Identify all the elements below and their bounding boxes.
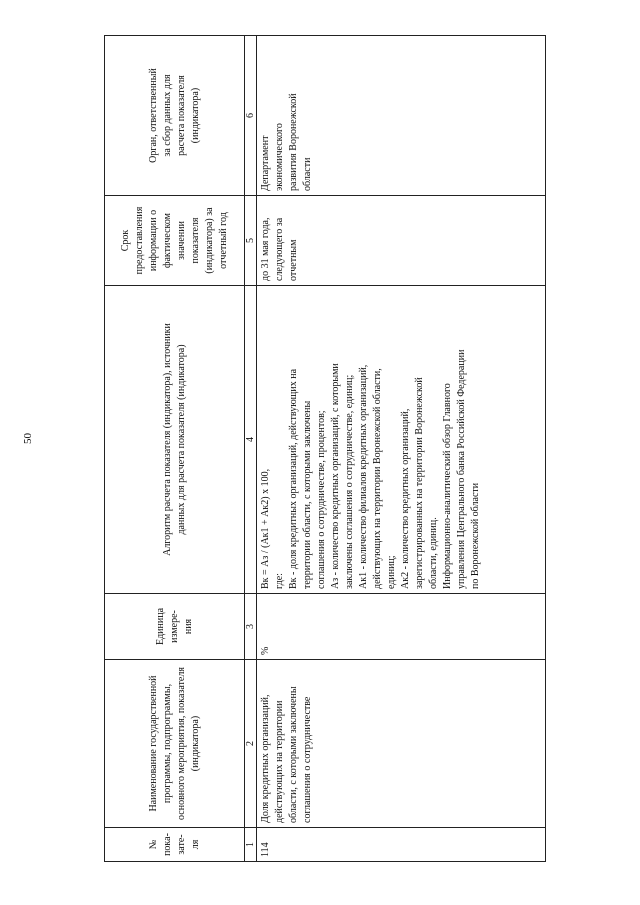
header-deadline: Срок предоставления информации о фактическом значении показателя (индикатора) за отчетный год [105,196,245,286]
column-number: 5 [245,196,257,286]
indicator-unit: % [257,594,546,660]
page-number: 50 [22,433,34,444]
column-number: 3 [245,594,257,660]
header-algorithm: Алгоритм расчета показателя (индикатора), источники данных для расчета показателя (индикатора) [105,286,245,594]
header-row [105,36,245,862]
header-unit: Единица измере- ния [105,594,245,660]
indicator-deadline: до 31 мая года, следующего за отчетным [257,196,546,286]
indicator-table-wrapper [104,36,546,862]
header-indicator-number: № пока- зате- ля [105,828,245,862]
column-number: 1 [245,828,257,862]
indicator-algorithm: Вк = Аз / (Ак1 + Ак2) х 100, где: Вк - доля кредитных организаций, действующих на территории области, с которыми заключены соглашения о сотрудничестве, процентов; Аз - количество кредитных организаций, с которыми заключены соглашения о сотрудничестве, единиц; Ак1 - количество филиалов кредитных организаций, действующих на территории Воронежской области, единиц; Ак2 - количество кредитных организаций, зарегистрированных на территории Воронежской области, единиц. Информационно-аналитический обзор Главного управления Центрального банка Российской Федерации по Воронежской области [257,286,546,594]
table-row [257,36,546,862]
column-number: 6 [245,36,257,196]
header-indicator-name: Наименование государственной программы, подпрограммы, основного мероприятия, показателя (индикатора) [105,660,245,828]
header-responsible-agency: Орган, ответственный за сбор данных для расчета показателя (индикатора) [105,36,245,196]
responsible-agency: Департамент экономического развития Воронежской области [257,36,546,196]
column-number-row [245,36,257,862]
column-number: 2 [245,660,257,828]
indicator-table [104,35,546,862]
indicator-number: 114 [257,828,546,862]
indicator-name: Доля кредитных организаций, действующих на территории области, с которыми заключены соглашения о сотрудничестве [257,660,546,828]
column-number: 4 [245,286,257,594]
